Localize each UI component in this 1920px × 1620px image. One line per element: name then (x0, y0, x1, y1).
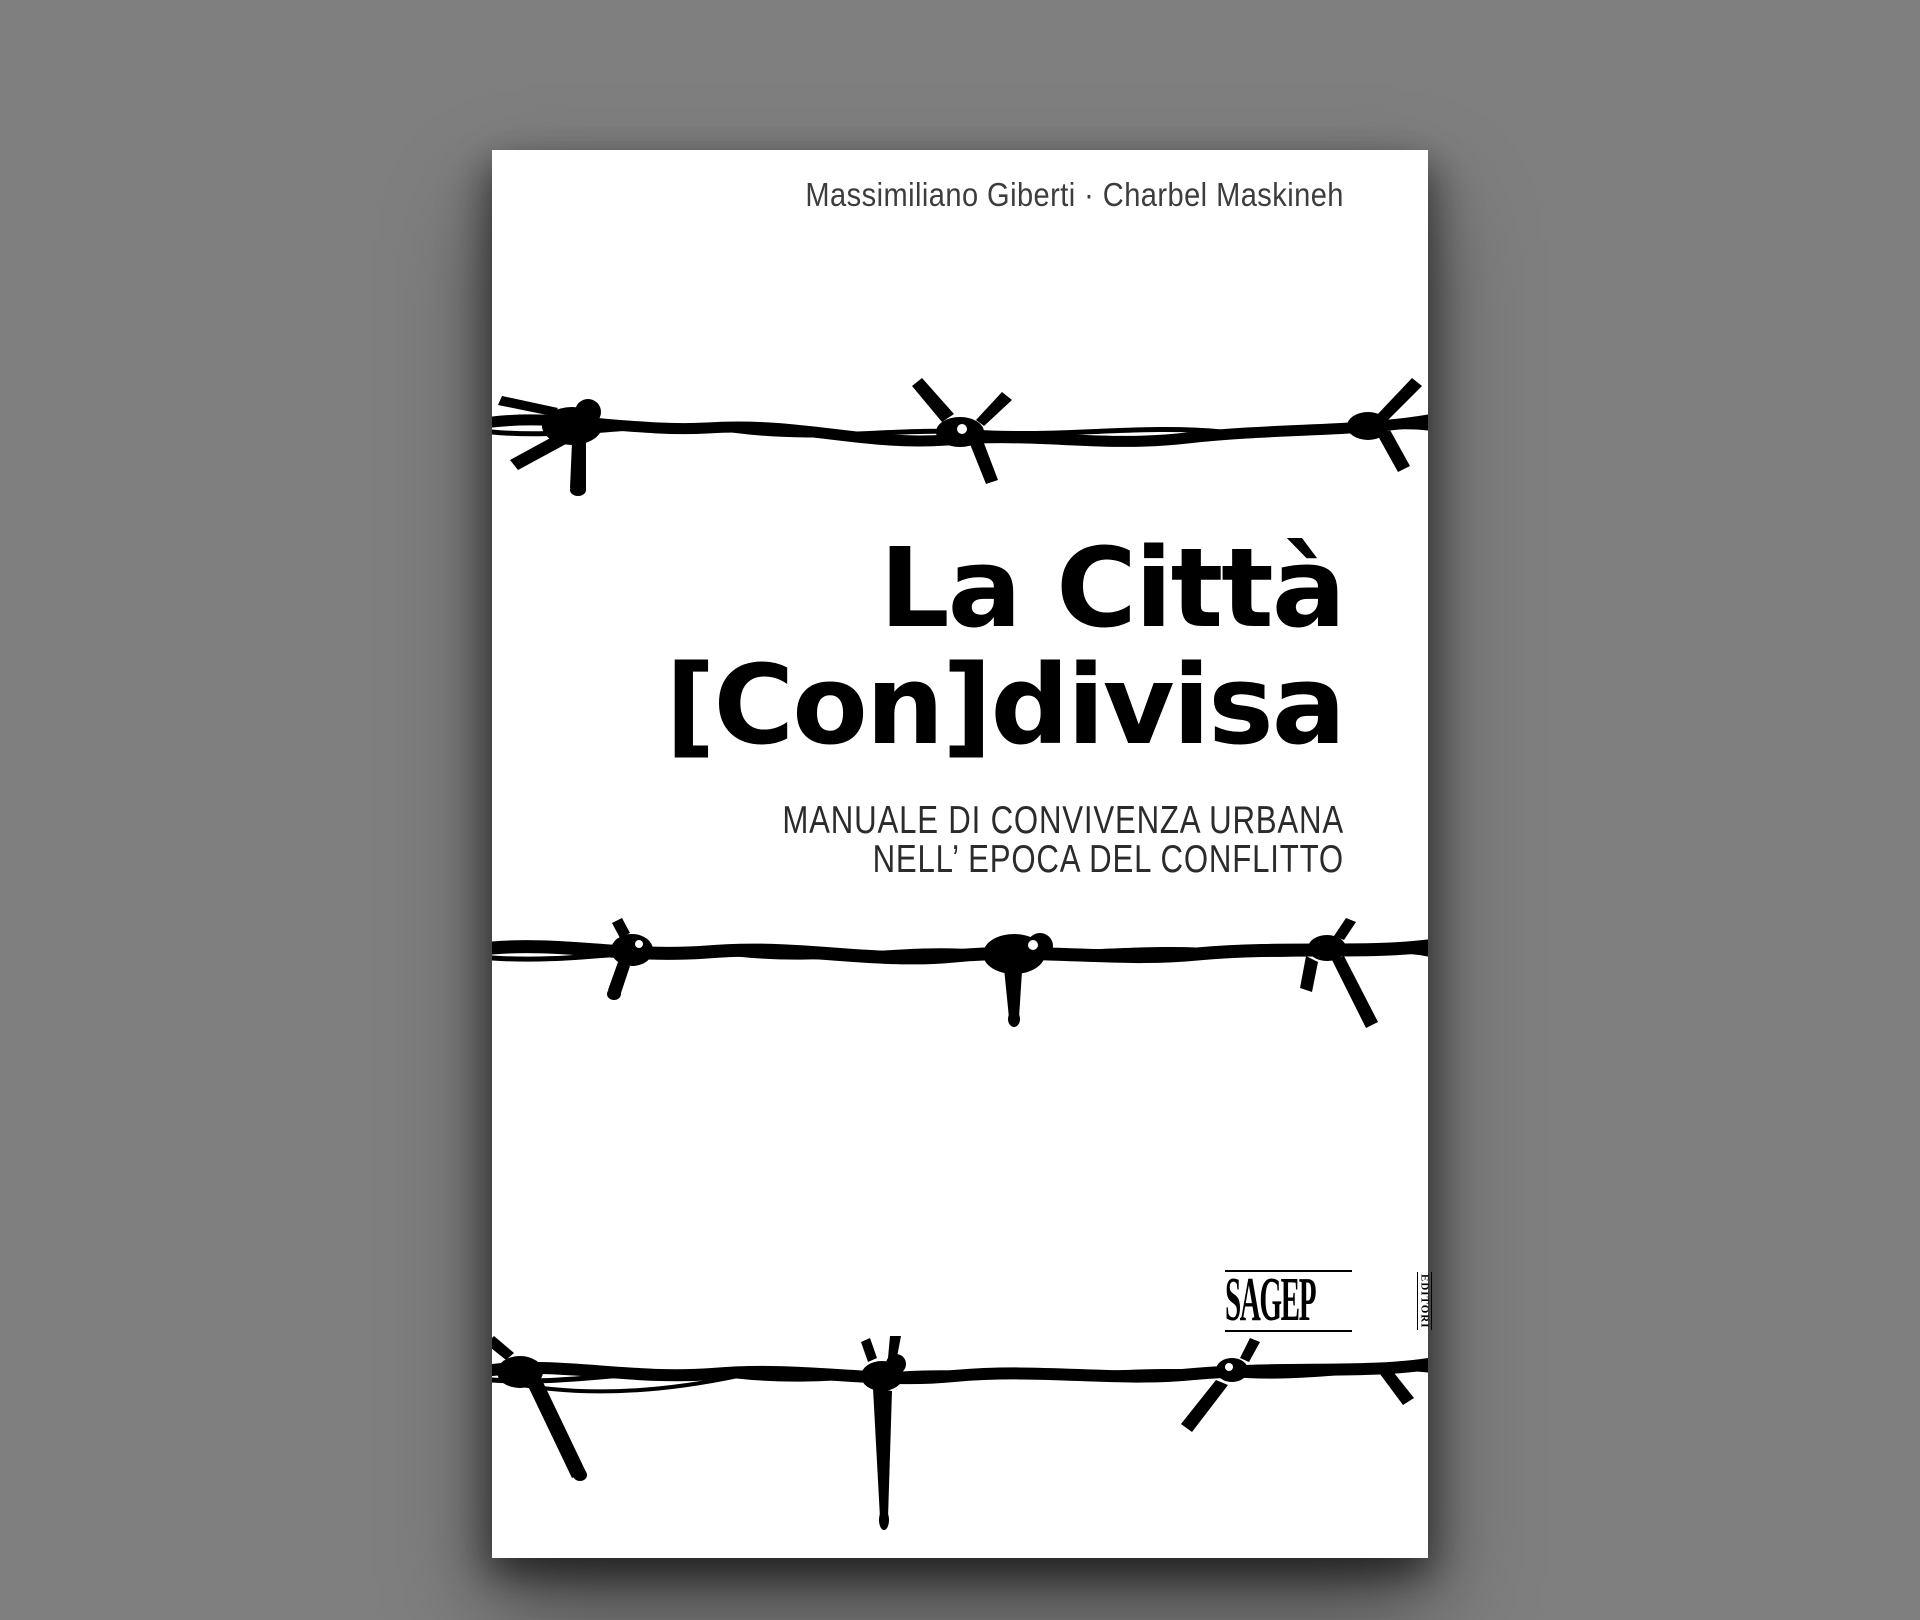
publisher-name: SAGEP (1225, 1266, 1316, 1334)
title-line-1: La Città (879, 524, 1344, 652)
title-line-2: [Con]divisa (665, 641, 1344, 769)
barbed-wire-bottom-icon (492, 1336, 1428, 1561)
subtitle-line-2: NELL’ EPOCA DEL CONFLITTO (872, 838, 1344, 881)
barbed-wire-top-icon (492, 372, 1428, 512)
publisher-imprint-box (1417, 1272, 1432, 1330)
barbed-wire-middle-icon (492, 918, 1428, 1048)
book-title (665, 524, 1344, 769)
publisher-imprint: EDITORI (1418, 1273, 1431, 1329)
subtitle-line-1: MANUALE DI CONVIVENZA URBANA (782, 799, 1344, 842)
book-subtitle (782, 801, 1344, 879)
author-line: Massimiliano Giberti · Charbel Maskineh (805, 176, 1344, 213)
book-cover (492, 150, 1431, 1558)
publisher-logo (1225, 1266, 1431, 1334)
